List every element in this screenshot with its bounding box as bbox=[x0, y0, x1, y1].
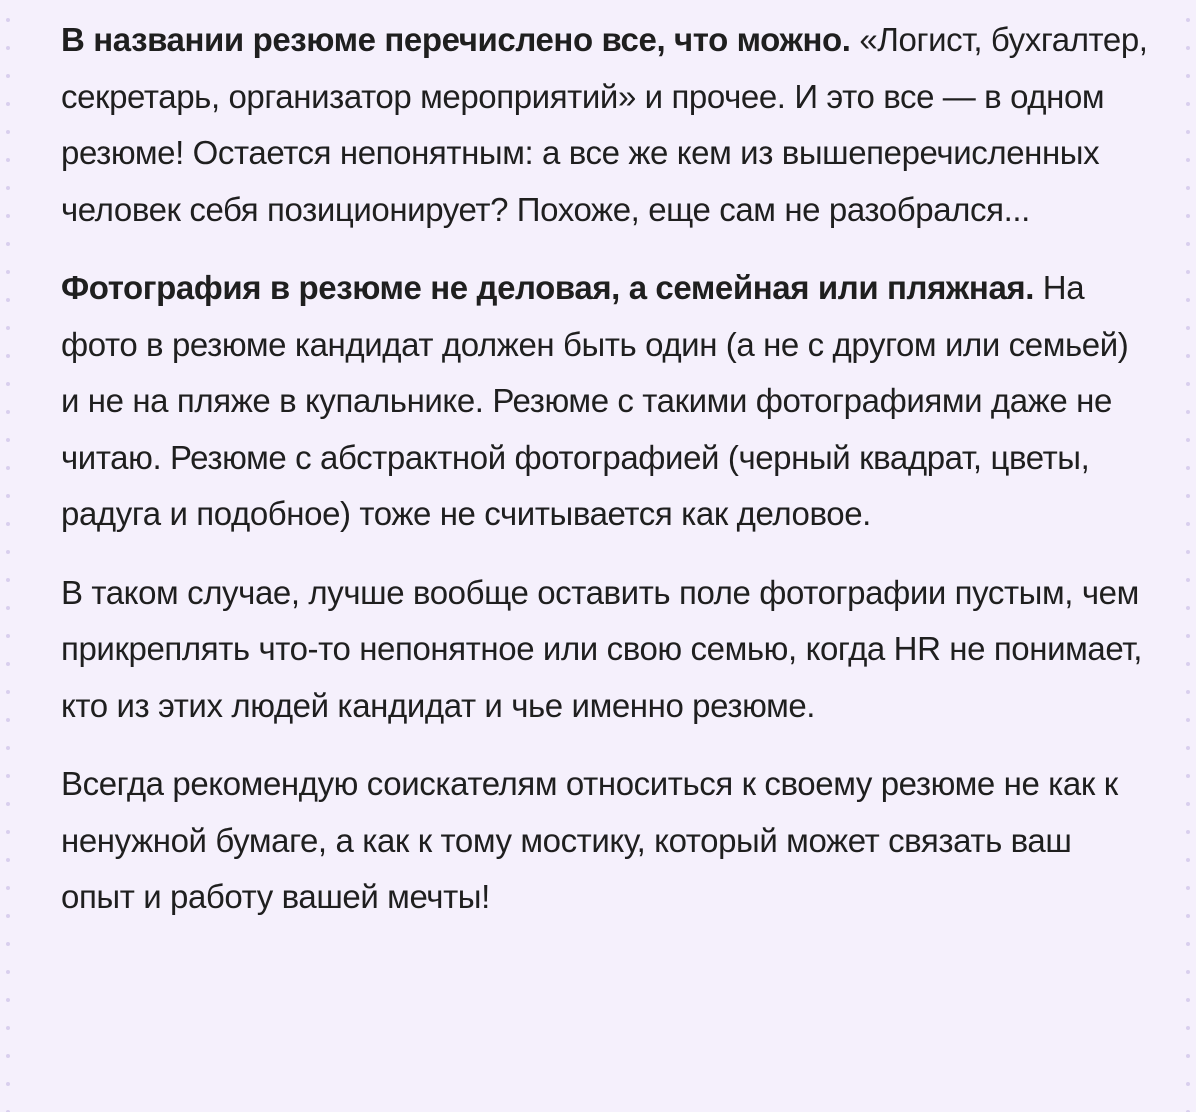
border-dot bbox=[1186, 494, 1190, 498]
paragraph-text: «Логист, бухгалтер, секретарь, организатор мероприятий» и прочее. И это все — в одном резюме! Остается непонятным: а все же кем из вышеперечисленных человек себя позиционирует? Похоже, еще сам не разобрался... bbox=[61, 21, 1148, 228]
border-dot bbox=[1186, 18, 1190, 22]
border-dot bbox=[1186, 74, 1190, 78]
border-dot bbox=[1186, 46, 1190, 50]
border-dot bbox=[6, 606, 10, 610]
border-dot bbox=[1186, 1082, 1190, 1086]
border-dot bbox=[1186, 186, 1190, 190]
border-dot bbox=[6, 830, 10, 834]
border-dot bbox=[1186, 382, 1190, 386]
border-dot bbox=[1186, 438, 1190, 442]
border-dot bbox=[6, 886, 10, 890]
border-dot bbox=[6, 158, 10, 162]
border-dot bbox=[1186, 998, 1190, 1002]
left-dotted-border bbox=[4, 0, 12, 1112]
border-dot bbox=[1186, 914, 1190, 918]
border-dot bbox=[1186, 354, 1190, 358]
paragraph-text: В таком случае, лучше вообще оставить поле фотографии пустым, чем прикреплять что-то непонятное или свою семью, когда HR не понимает, кто из этих людей кандидат и чье именно резюме. bbox=[61, 573, 1143, 724]
border-dot bbox=[6, 242, 10, 246]
border-dot bbox=[6, 186, 10, 190]
border-dot bbox=[1186, 606, 1190, 610]
border-dot bbox=[1186, 466, 1190, 470]
paragraph-lead: В названии резюме перечислено все, что можно. bbox=[61, 21, 851, 58]
border-dot bbox=[1186, 578, 1190, 582]
border-dot bbox=[6, 970, 10, 974]
border-dot bbox=[6, 634, 10, 638]
border-dot bbox=[6, 802, 10, 806]
border-dot bbox=[1186, 522, 1190, 526]
border-dot bbox=[6, 214, 10, 218]
border-dot bbox=[1186, 1026, 1190, 1030]
paragraph-text: На фото в резюме кандидат должен быть один (а не с другом или семьей) и не на пляже в купальнике. Резюме с такими фотографиями даже не читаю. Резюме с абстрактной фотографией (черный квадрат, цветы, радуга и подобное) тоже не считывается как деловое. bbox=[61, 269, 1129, 532]
border-dot bbox=[6, 382, 10, 386]
right-dotted-border bbox=[1184, 0, 1192, 1112]
border-dot bbox=[6, 326, 10, 330]
border-dot bbox=[6, 550, 10, 554]
border-dot bbox=[6, 690, 10, 694]
border-dot bbox=[1186, 298, 1190, 302]
border-dot bbox=[1186, 214, 1190, 218]
border-dot bbox=[1186, 942, 1190, 946]
border-dot bbox=[6, 270, 10, 274]
border-dot bbox=[1186, 830, 1190, 834]
border-dot bbox=[1186, 774, 1190, 778]
border-dot bbox=[6, 998, 10, 1002]
border-dot bbox=[6, 74, 10, 78]
border-dot bbox=[6, 410, 10, 414]
border-dot bbox=[6, 914, 10, 918]
border-dot bbox=[6, 354, 10, 358]
border-dot bbox=[1186, 242, 1190, 246]
border-dot bbox=[6, 774, 10, 778]
border-dot bbox=[1186, 550, 1190, 554]
border-dot bbox=[6, 662, 10, 666]
paragraph-photo bbox=[61, 260, 1151, 543]
paragraph-empty-photo bbox=[61, 565, 1151, 735]
border-dot bbox=[1186, 102, 1190, 106]
border-dot bbox=[6, 942, 10, 946]
border-dot bbox=[1186, 270, 1190, 274]
border-dot bbox=[1186, 634, 1190, 638]
border-dot bbox=[1186, 1054, 1190, 1058]
border-dot bbox=[1186, 718, 1190, 722]
border-dot bbox=[6, 466, 10, 470]
paragraph-recommendation bbox=[61, 756, 1151, 926]
border-dot bbox=[6, 46, 10, 50]
border-dot bbox=[1186, 410, 1190, 414]
paragraph-lead: Фотография в резюме не деловая, а семейная или пляжная. bbox=[61, 269, 1035, 306]
border-dot bbox=[1186, 130, 1190, 134]
border-dot bbox=[6, 578, 10, 582]
border-dot bbox=[6, 494, 10, 498]
border-dot bbox=[1186, 858, 1190, 862]
paragraph-text: Всегда рекомендую соискателям относиться к своему резюме не как к ненужной бумаге, а как к тому мостику, который может связать ваш опыт и работу вашей мечты! bbox=[61, 765, 1118, 915]
border-dot bbox=[6, 1054, 10, 1058]
border-dot bbox=[1186, 886, 1190, 890]
border-dot bbox=[6, 298, 10, 302]
border-dot bbox=[1186, 802, 1190, 806]
border-dot bbox=[1186, 662, 1190, 666]
border-dot bbox=[6, 858, 10, 862]
border-dot bbox=[6, 1026, 10, 1030]
border-dot bbox=[6, 746, 10, 750]
border-dot bbox=[1186, 970, 1190, 974]
border-dot bbox=[1186, 690, 1190, 694]
paragraph-resume-title bbox=[61, 12, 1151, 238]
border-dot bbox=[1186, 158, 1190, 162]
border-dot bbox=[1186, 326, 1190, 330]
border-dot bbox=[6, 130, 10, 134]
border-dot bbox=[6, 438, 10, 442]
article-body bbox=[61, 12, 1151, 948]
border-dot bbox=[6, 522, 10, 526]
border-dot bbox=[6, 1082, 10, 1086]
border-dot bbox=[6, 18, 10, 22]
border-dot bbox=[1186, 746, 1190, 750]
border-dot bbox=[6, 102, 10, 106]
border-dot bbox=[6, 718, 10, 722]
